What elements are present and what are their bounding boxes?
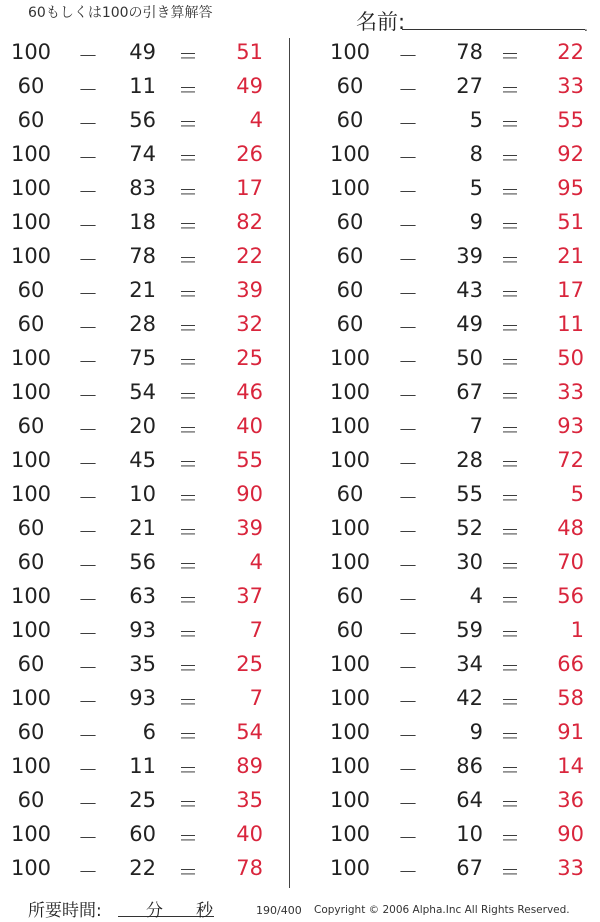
subtrahend: 8 (469, 142, 483, 166)
answer: 40 (236, 414, 263, 438)
minuend: 60 (17, 414, 45, 438)
answer: 89 (236, 754, 263, 778)
subtrahend: 35 (129, 652, 156, 676)
minuend: 100 (329, 788, 371, 812)
subtrahend: 42 (456, 686, 483, 710)
equals-sign: ＝ (178, 248, 198, 272)
name-field-line[interactable] (402, 29, 585, 30)
minus-sign: － (78, 860, 98, 884)
minus-sign: － (398, 520, 418, 544)
answer: 95 (557, 176, 584, 200)
equals-sign: ＝ (500, 214, 520, 238)
answer: 4 (249, 550, 263, 574)
equals-sign: ＝ (500, 112, 520, 136)
equals-sign: ＝ (178, 588, 198, 612)
minuend: 100 (329, 516, 371, 540)
answer: 55 (557, 108, 584, 132)
minuend: 100 (329, 550, 371, 574)
minus-sign: － (398, 758, 418, 782)
answer: 1 (570, 618, 584, 642)
minuend: 100 (10, 244, 52, 268)
minus-sign: － (398, 656, 418, 680)
equals-sign: ＝ (178, 112, 198, 136)
answer: 17 (557, 278, 584, 302)
subtrahend: 10 (456, 822, 483, 846)
subtrahend: 50 (456, 346, 483, 370)
answer: 39 (236, 278, 263, 302)
minus-sign: － (78, 520, 98, 544)
answer: 51 (557, 210, 584, 234)
answer: 51 (236, 40, 263, 64)
equals-sign: ＝ (500, 486, 520, 510)
subtrahend: 10 (129, 482, 156, 506)
answer: 14 (557, 754, 584, 778)
equals-sign: ＝ (500, 452, 520, 476)
equals-sign: ＝ (178, 78, 198, 102)
equals-sign: ＝ (500, 758, 520, 782)
minus-sign: － (398, 418, 418, 442)
minus-sign: － (78, 758, 98, 782)
minus-sign: － (78, 588, 98, 612)
answer: 21 (557, 244, 584, 268)
equals-sign: ＝ (500, 78, 520, 102)
equals-sign: ＝ (178, 44, 198, 68)
minuend: 100 (329, 720, 371, 744)
answer: 7 (249, 686, 263, 710)
minus-sign: － (78, 112, 98, 136)
subtrahend: 5 (469, 108, 483, 132)
answer: 25 (236, 346, 263, 370)
minus-sign: － (78, 282, 98, 306)
subtrahend: 63 (129, 584, 156, 608)
copyright-text: Copyright © 2006 Alpha.Inc All Rights Reserved. (314, 904, 570, 916)
subtrahend: 59 (456, 618, 483, 642)
minuend: 60 (17, 720, 45, 744)
minuend: 100 (10, 754, 52, 778)
answer: 5 (570, 482, 584, 506)
minus-sign: － (398, 248, 418, 272)
equals-sign: ＝ (178, 520, 198, 544)
minus-sign: － (398, 350, 418, 374)
minus-sign: － (398, 384, 418, 408)
answer: 90 (557, 822, 584, 846)
minus-sign: － (398, 316, 418, 340)
minuend: 60 (17, 278, 45, 302)
subtrahend: 9 (469, 720, 483, 744)
subtrahend: 54 (129, 380, 156, 404)
subtrahend: 28 (129, 312, 156, 336)
subtrahend: 11 (129, 754, 156, 778)
minuend: 100 (10, 176, 52, 200)
score-text: 190/400 (256, 904, 302, 917)
equals-sign: ＝ (178, 826, 198, 850)
subtrahend: 27 (456, 74, 483, 98)
equals-sign: ＝ (178, 180, 198, 204)
minus-sign: － (78, 146, 98, 170)
minus-sign: － (398, 180, 418, 204)
minuend: 60 (336, 584, 364, 608)
minus-sign: － (398, 282, 418, 306)
subtrahend: 56 (129, 550, 156, 574)
minuend: 60 (336, 74, 364, 98)
equals-sign: ＝ (178, 690, 198, 714)
subtrahend: 67 (456, 380, 483, 404)
minus-sign: － (78, 486, 98, 510)
equals-sign: ＝ (178, 860, 198, 884)
answer: 33 (557, 380, 584, 404)
subtrahend: 93 (129, 618, 156, 642)
minus-sign: － (398, 622, 418, 646)
answer: 46 (236, 380, 263, 404)
minuend: 100 (329, 380, 371, 404)
subtrahend: 25 (129, 788, 156, 812)
equals-sign: ＝ (178, 316, 198, 340)
name-label: 名前: (356, 10, 406, 34)
answer: 56 (557, 584, 584, 608)
minuend: 100 (10, 856, 52, 880)
equals-sign: ＝ (500, 860, 520, 884)
minuend: 60 (336, 244, 364, 268)
minuend: 60 (336, 108, 364, 132)
equals-sign: ＝ (178, 622, 198, 646)
answer: 35 (236, 788, 263, 812)
minuend: 100 (10, 482, 52, 506)
answer: 37 (236, 584, 263, 608)
equals-sign: ＝ (500, 792, 520, 816)
equals-sign: ＝ (500, 146, 520, 170)
minus-sign: － (398, 452, 418, 476)
minuend: 100 (10, 686, 52, 710)
minus-sign: － (78, 350, 98, 374)
elapsed-time-label: 所要時間: (28, 901, 102, 921)
answer: 25 (236, 652, 263, 676)
equals-sign: ＝ (178, 792, 198, 816)
subtrahend: 45 (129, 448, 156, 472)
equals-sign: ＝ (500, 384, 520, 408)
subtrahend: 21 (129, 278, 156, 302)
minuend: 100 (10, 40, 52, 64)
minuend: 100 (10, 210, 52, 234)
answer: 4 (249, 108, 263, 132)
equals-sign: ＝ (500, 724, 520, 748)
minus-sign: － (78, 724, 98, 748)
minuend: 100 (329, 686, 371, 710)
minuend: 60 (17, 312, 45, 336)
answer: 72 (557, 448, 584, 472)
equals-sign: ＝ (178, 384, 198, 408)
minus-sign: － (398, 826, 418, 850)
equals-sign: ＝ (500, 588, 520, 612)
subtrahend: 20 (129, 414, 156, 438)
subtrahend: 64 (456, 788, 483, 812)
subtrahend: 86 (456, 754, 483, 778)
minuend: 100 (10, 346, 52, 370)
equals-sign: ＝ (500, 622, 520, 646)
equals-sign: ＝ (500, 282, 520, 306)
minuend: 60 (17, 108, 45, 132)
answer: 32 (236, 312, 263, 336)
minus-sign: － (398, 44, 418, 68)
equals-sign: ＝ (178, 452, 198, 476)
answer: 90 (236, 482, 263, 506)
equals-sign: ＝ (500, 554, 520, 578)
equals-sign: ＝ (178, 554, 198, 578)
minuend: 60 (17, 550, 45, 574)
answer: 91 (557, 720, 584, 744)
subtrahend: 56 (129, 108, 156, 132)
subtrahend: 78 (456, 40, 483, 64)
answer: 93 (557, 414, 584, 438)
subtrahend: 52 (456, 516, 483, 540)
minus-sign: － (398, 214, 418, 238)
minus-sign: － (398, 78, 418, 102)
column-divider (289, 38, 290, 888)
subtrahend: 67 (456, 856, 483, 880)
answer: 39 (236, 516, 263, 540)
equals-sign: ＝ (178, 146, 198, 170)
equals-sign: ＝ (500, 350, 520, 374)
answer: 33 (557, 856, 584, 880)
minuend: 100 (329, 176, 371, 200)
subtrahend: 5 (469, 176, 483, 200)
answer: 26 (236, 142, 263, 166)
minuend: 100 (329, 414, 371, 438)
subtrahend: 9 (469, 210, 483, 234)
minuend: 100 (329, 142, 371, 166)
minus-sign: － (78, 418, 98, 442)
minus-sign: － (398, 690, 418, 714)
subtrahend: 39 (456, 244, 483, 268)
equals-sign: ＝ (178, 282, 198, 306)
minus-sign: － (398, 860, 418, 884)
subtrahend: 55 (456, 482, 483, 506)
equals-sign: ＝ (178, 758, 198, 782)
answer: 48 (557, 516, 584, 540)
minus-sign: － (78, 248, 98, 272)
answer: 54 (236, 720, 263, 744)
answer: 11 (557, 312, 584, 336)
answer: 22 (236, 244, 263, 268)
equals-sign: ＝ (500, 248, 520, 272)
equals-sign: ＝ (178, 486, 198, 510)
subtrahend: 4 (469, 584, 483, 608)
subtrahend: 49 (456, 312, 483, 336)
minuend: 100 (329, 856, 371, 880)
answer: 7 (249, 618, 263, 642)
minus-sign: － (398, 724, 418, 748)
answer: 55 (236, 448, 263, 472)
worksheet-title: 60もしくは100の引き算解答 (28, 5, 213, 21)
answer: 49 (236, 74, 263, 98)
minus-sign: － (398, 486, 418, 510)
minuend: 60 (336, 210, 364, 234)
minuend: 100 (329, 40, 371, 64)
minus-sign: － (78, 554, 98, 578)
subtrahend: 49 (129, 40, 156, 64)
minus-sign: － (78, 44, 98, 68)
minuend: 100 (10, 380, 52, 404)
minus-sign: － (398, 112, 418, 136)
minuend: 100 (10, 584, 52, 608)
answer: 36 (557, 788, 584, 812)
equals-sign: ＝ (500, 520, 520, 544)
minus-sign: － (398, 146, 418, 170)
minuend: 60 (336, 312, 364, 336)
answer: 82 (236, 210, 263, 234)
minus-sign: － (78, 384, 98, 408)
minuend: 60 (336, 278, 364, 302)
seconds-label: 秒 (196, 901, 213, 921)
subtrahend: 22 (129, 856, 156, 880)
equals-sign: ＝ (178, 350, 198, 374)
minus-sign: － (78, 452, 98, 476)
minus-sign: － (78, 690, 98, 714)
minus-sign: － (78, 826, 98, 850)
equals-sign: ＝ (178, 214, 198, 238)
minus-sign: － (78, 622, 98, 646)
minuend: 100 (329, 652, 371, 676)
minus-sign: － (78, 214, 98, 238)
minuend: 100 (329, 346, 371, 370)
equals-sign: ＝ (500, 826, 520, 850)
subtrahend: 34 (456, 652, 483, 676)
subtrahend: 28 (456, 448, 483, 472)
answer: 50 (557, 346, 584, 370)
answer: 22 (557, 40, 584, 64)
minus-sign: － (78, 316, 98, 340)
subtrahend: 78 (129, 244, 156, 268)
equals-sign: ＝ (500, 690, 520, 714)
minuend: 60 (17, 652, 45, 676)
equals-sign: ＝ (500, 180, 520, 204)
minus-sign: － (398, 792, 418, 816)
subtrahend: 6 (142, 720, 156, 744)
answer: 70 (557, 550, 584, 574)
subtrahend: 7 (469, 414, 483, 438)
minus-sign: － (78, 180, 98, 204)
answer: 58 (557, 686, 584, 710)
minuend: 100 (329, 822, 371, 846)
equals-sign: ＝ (500, 418, 520, 442)
minus-sign: － (78, 656, 98, 680)
subtrahend: 11 (129, 74, 156, 98)
answer: 40 (236, 822, 263, 846)
minus-sign: － (398, 554, 418, 578)
answer: 33 (557, 74, 584, 98)
subtrahend: 30 (456, 550, 483, 574)
subtrahend: 83 (129, 176, 156, 200)
answer: 78 (236, 856, 263, 880)
minus-sign: － (78, 792, 98, 816)
minuend: 100 (10, 822, 52, 846)
subtrahend: 75 (129, 346, 156, 370)
equals-sign: ＝ (500, 44, 520, 68)
subtrahend: 93 (129, 686, 156, 710)
minus-sign: － (398, 588, 418, 612)
name-line-dot: . (584, 20, 588, 34)
subtrahend: 18 (129, 210, 156, 234)
equals-sign: ＝ (500, 316, 520, 340)
subtrahend: 21 (129, 516, 156, 540)
equals-sign: ＝ (178, 656, 198, 680)
minuend: 100 (329, 754, 371, 778)
subtrahend: 43 (456, 278, 483, 302)
answer: 92 (557, 142, 584, 166)
minuend: 60 (17, 788, 45, 812)
minuend: 100 (10, 142, 52, 166)
minuend: 100 (10, 448, 52, 472)
answer: 66 (557, 652, 584, 676)
equals-sign: ＝ (500, 656, 520, 680)
minuend: 60 (336, 482, 364, 506)
minus-sign: － (78, 78, 98, 102)
subtrahend: 60 (129, 822, 156, 846)
minuend: 60 (336, 618, 364, 642)
equals-sign: ＝ (178, 418, 198, 442)
equals-sign: ＝ (178, 724, 198, 748)
minuend: 100 (329, 448, 371, 472)
answer: 17 (236, 176, 263, 200)
subtrahend: 74 (129, 142, 156, 166)
minutes-label: 分 (146, 901, 163, 921)
minuend: 100 (10, 618, 52, 642)
minuend: 60 (17, 74, 45, 98)
minuend: 60 (17, 516, 45, 540)
